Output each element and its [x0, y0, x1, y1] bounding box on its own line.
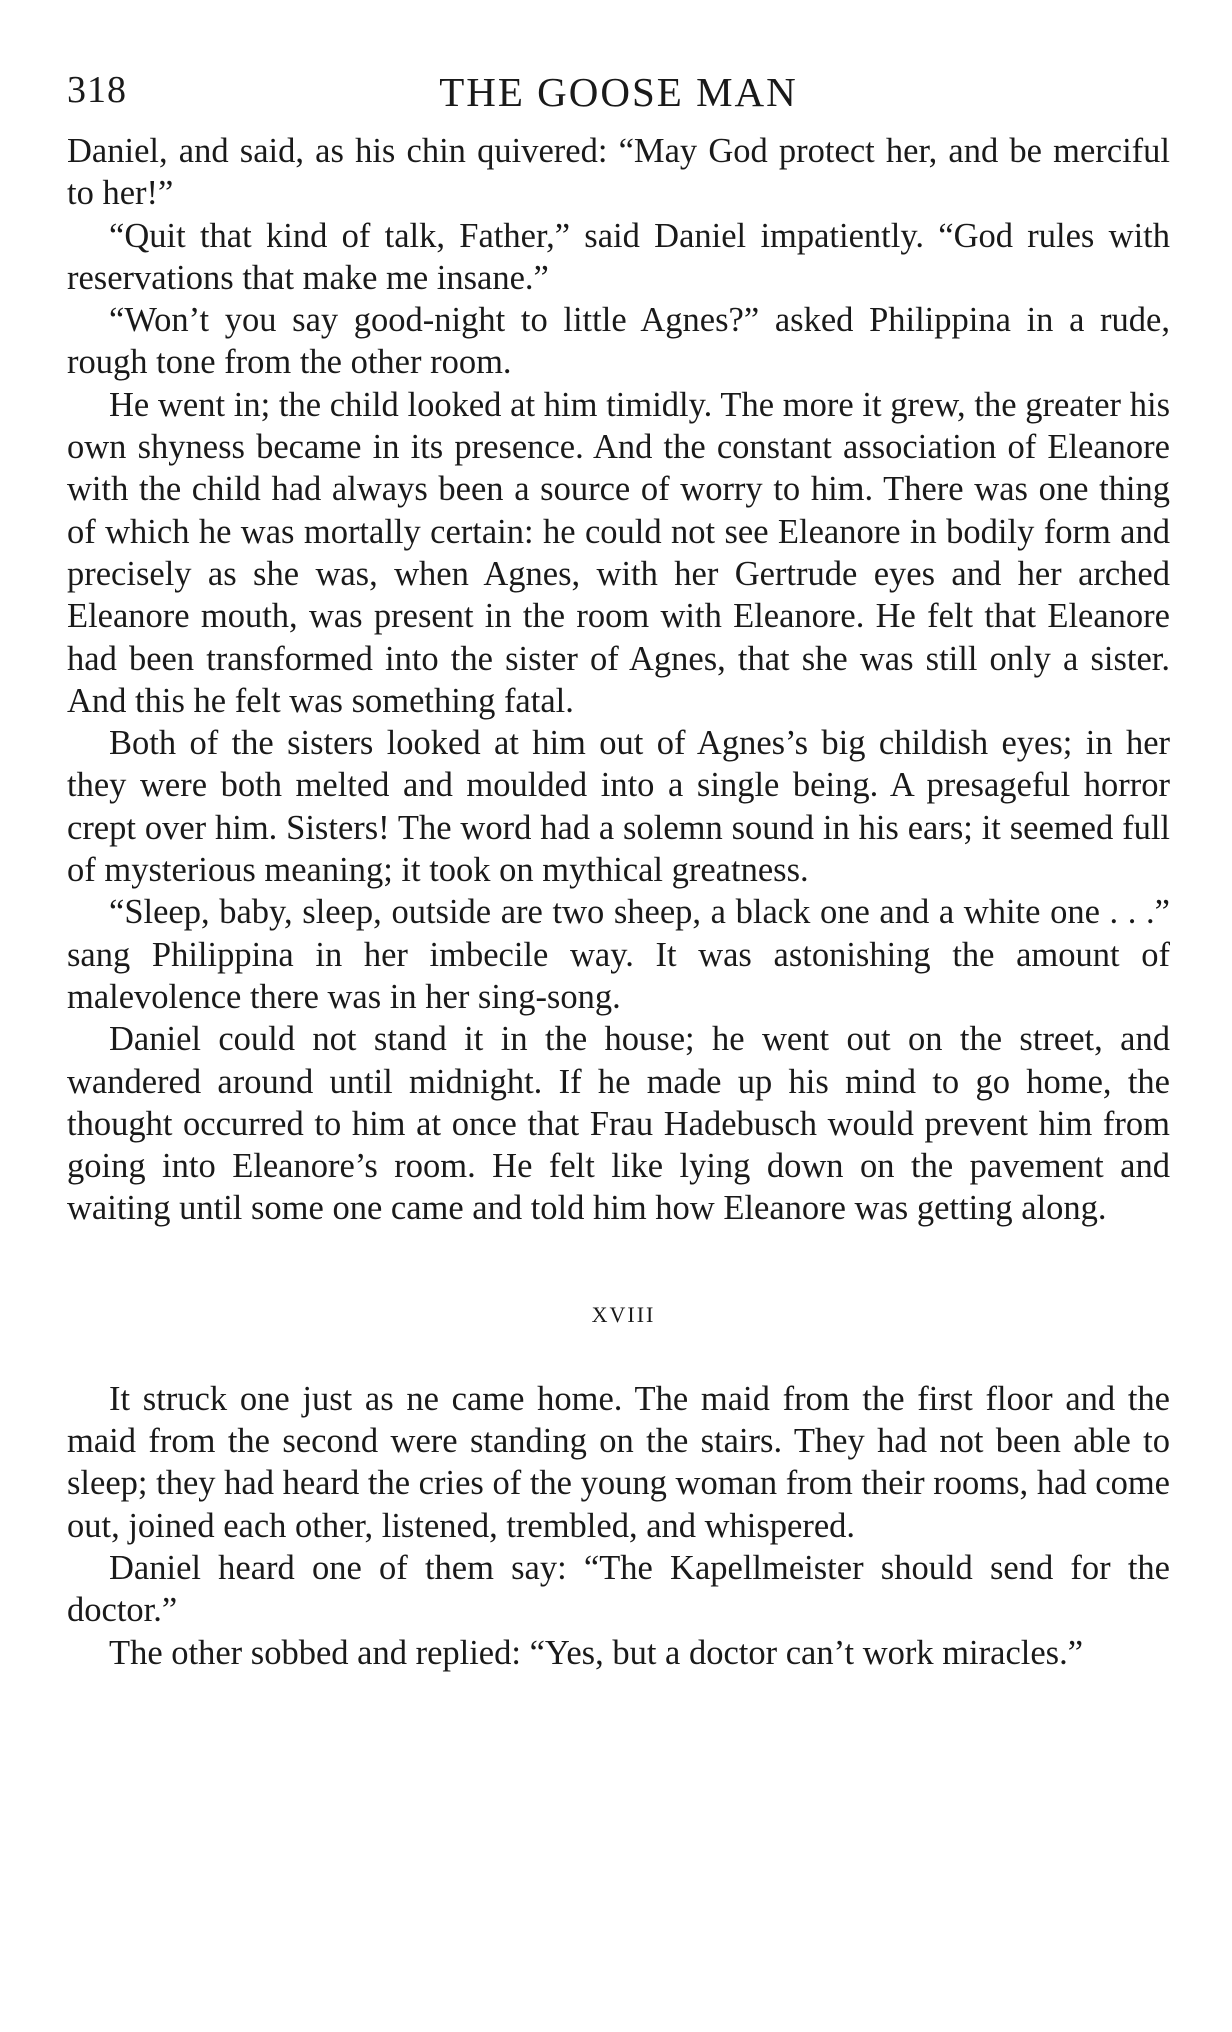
- running-title: THE GOOSE MAN: [439, 69, 798, 115]
- paragraph: He went in; the child looked at him timidly. The more it grew, the greater his own shyness became in its presence. And the constant association of Eleanore with the child had always been a source of worry to him. There was one thing of which he was mortally certain: he could not see Eleanore in bodily form and precisely as she was, when Agnes, with her Gertrude eyes and her arched Eleanore mouth, was present in the room with Eleanore. He felt that Eleanore had been transformed into the sister of Agnes, that she was still only a sister. And this he felt was something fatal.: [67, 385, 1170, 720]
- section-2: [67, 1378, 1170, 1674]
- paragraph: Daniel heard one of them say: “The Kapellmeister should send for the doctor.”: [67, 1548, 1170, 1630]
- paragraph: Daniel, and said, as his chin quivered: “May God protect her, and be merciful to her!”: [67, 132, 1170, 213]
- paragraph: Both of the sisters looked at him out of Agnes’s big childish eyes; in her they were both melted and moulded into a single being. A presageful horror crept over him. Sisters! The word had a solemn sound in his ears; it seemed full of mysterious meaning; it took on mythical greatness.: [67, 724, 1170, 890]
- paragraph: The other sobbed and replied: “Yes, but a doctor can’t work miracles.”: [109, 1633, 1084, 1672]
- paragraph: “Won’t you say good-night to little Agnes?” asked Philippina in a rude, rough tone from the other room.: [67, 301, 1170, 382]
- chapter-heading: XVIII: [591, 1301, 656, 1327]
- section-1: [67, 130, 1170, 1230]
- paragraph: “Sleep, baby, sleep, outside are two sheep, a black one and a white one . . .” sang Philippina in her imbecile way. It was astonishing the amount of malevolence there was in her sing-song.: [67, 893, 1170, 1016]
- paragraph: “Quit that kind of talk, Father,” said Daniel impatiently. “God rules with reservations that make me insane.”: [67, 216, 1170, 297]
- book-page: [67, 68, 1170, 1674]
- paragraph: Daniel could not stand it in the house; he went out on the street, and wandered around until midnight. If he made up his mind to go home, the thought occurred to him at once that Frau Hadebusch would prevent him from going into Eleanore’s room. He felt like lying down on the pavement and waiting until some one came and told him how Eleanore was getting along.: [67, 1020, 1170, 1228]
- paragraph: It struck one just as ne came home. The maid from the first floor and the maid from the second were standing on the stairs. They had not been able to sleep; they had heard the cries of the young woman from their rooms, had come out, joined each other, listened, trembled, and whispered.: [67, 1379, 1170, 1545]
- page-number: 318: [67, 69, 127, 111]
- page-header: [67, 68, 1170, 130]
